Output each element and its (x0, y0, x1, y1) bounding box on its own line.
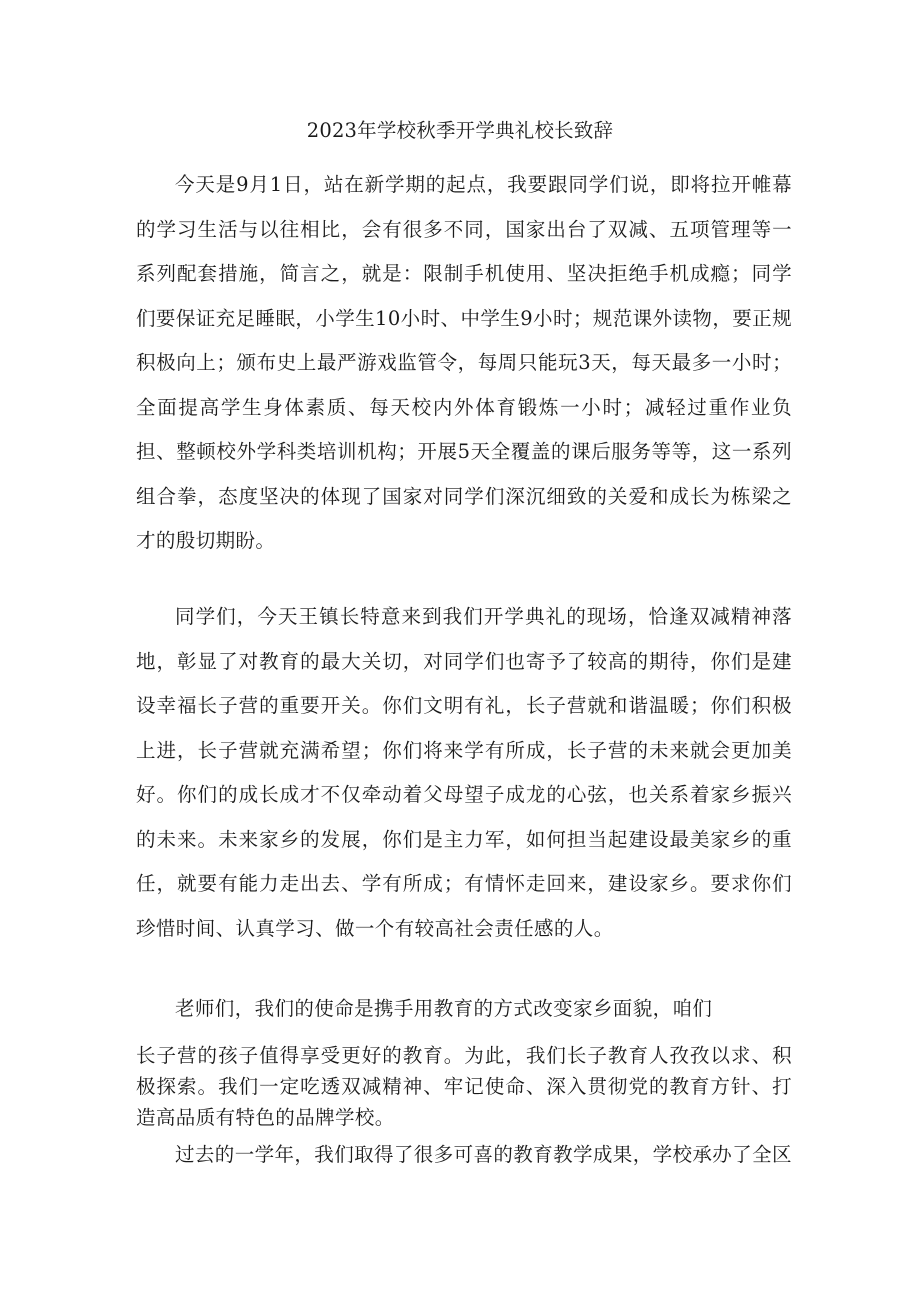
paragraph-past-year: 过去的一学年，我们取得了很多可喜的教育教学成果，学校承办了全区 (175, 1143, 792, 1166)
document-title: 2023年学校秋季开学典礼校长致辞 (306, 119, 614, 142)
paragraph-students: 同学们，今天王镇长特意来到我们开学典礼的现场，恰逢双减精神落地，彰显了对教育的最大关切，对同学们也寄予了较高的期待，你们是建设幸福长子营的重要开关。你们文明有礼，长子营就和谐温暖；你们积极上进，长子营就充满希望；你们将来学有所成，长子营的未来就会更加美好。你们的成长成才不仅牵动着父母望子成龙的心弦，也关系着家乡振兴的未来。未来家乡的发展，你们是主力军，如何担当起建设最美家乡的重任，就要有能力走出去、学有所成；有情怀走回来，建设家乡。要求你们珍惜时间、认真学习、做一个有较高社会责任感的人。 (136, 605, 792, 940)
paragraph-opening: 今天是9月1日，站在新学期的起点，我要跟同学们说，即将拉开帷幕的学习生活与以往相比，会有很多不同，国家出台了双减、五项管理等一系列配套措施，简言之，就是：限制手机使用、坚决拒绝手机成瘾；同学们要保证充足睡眠，小学生10小时、中学生9小时；规范课外读物，要正规积极向上；颁布史上最严游戏监管令，每周只能玩3天，每天最多一小时；全面提高学生身体素质、每天校内外体育锻炼一小时；减轻过重作业负担、整顿校外学科类培训机构；开展5天全覆盖的课后服务等等，这一系列组合拳，态度坚决的体现了国家对同学们深沉细致的关爱和成长为栋梁之才的殷切期盼。 (136, 173, 792, 552)
paragraph-teachers-continued: 长子营的孩子值得享受更好的教育。为此，我们长子教育人孜孜以求、积极探索。我们一定吃透双减精神、牢记使命、深入贯彻党的教育方针、打造高品质有特色的品牌学校。 (136, 1044, 792, 1129)
paragraph-teachers: 老师们，我们的使命是携手用教育的方式改变家乡面貌，咱们 (175, 997, 713, 1020)
